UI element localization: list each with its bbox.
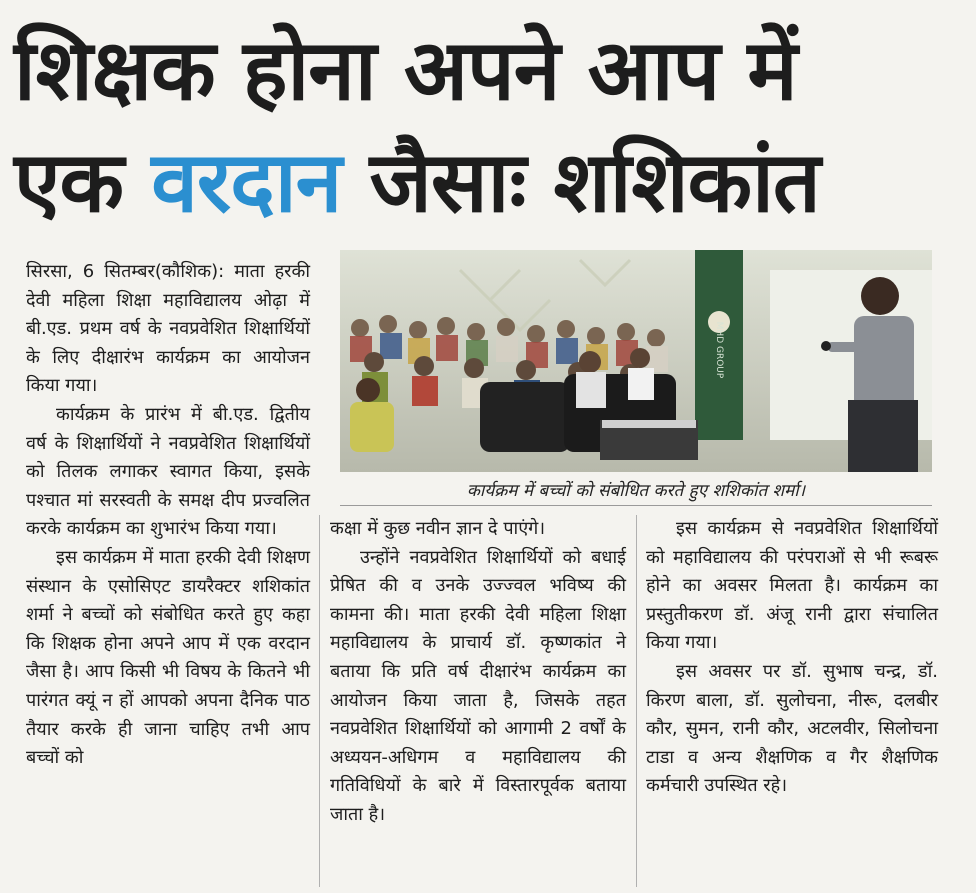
- headline-line-2-start: एक: [14, 133, 152, 231]
- headline-line-1: शिक्षक होना अपने आप में: [14, 21, 797, 119]
- paragraph: इस कार्यक्रम में माता हरकी देवी शिक्षण संस्थान के एसोसिएट डायरैक्टर शशिकांत शर्मा ने बच्चों को संबोधित करते हुए कहा कि शिक्षक होना अपने आप में एक वरदान जैसा है। आप किसी भी विषय के कितने भी पारंगत क्यूं न हों आपको अपना दैनिक पाठ तैयार करके ही जाना चाहिए तभी आप बच्चों को: [26, 546, 310, 769]
- paragraph: इस अवसर पर डॉ. सुभाष चन्द्र, डॉ. किरण बाला, डॉ. सुलोचना, नीरू, दलबीर कौर, सुमन, रानी कौर, अटलवीर, सिलोचना टाडा व अन्य शैक्षणिक व गैर शैक्षणिक कर्मचारी उपस्थित रहे।: [646, 660, 938, 797]
- headline-highlight-word: वरदान: [151, 133, 342, 231]
- column-divider: [319, 515, 320, 887]
- banner-text: MHD GROUP: [714, 321, 724, 379]
- photo-caption: कार्यक्रम में बच्चों को संबोधित करते हुए शशिकांत शर्मा।: [340, 478, 932, 506]
- paragraph: उन्होंने नवप्रवेशित शिक्षार्थियों को बधाई प्रेषित की व उनके उज्ज्वल भविष्य की कामना की। माता हरकी देवी महिला शिक्षा महाविद्यालय के प्राचार्य डॉ. कृष्णकांत ने बताया कि प्रति वर्ष दीक्षारंभ कार्यक्रम का आयोजन किया जाता है, जिसके तहत नवप्रवेशित शिक्षार्थियों को आगामी 2 वर्षों के अध्ययन-अधिगम व महाविद्यालय की गतिविधियों के बारे में विस्तारपूर्वक बताया जाता है।: [330, 546, 626, 825]
- article-column-3: [646, 515, 938, 801]
- paragraph: कक्षा में कुछ नवीन ज्ञान दे पाएंगे।: [330, 518, 546, 539]
- dateline: सिरसा, 6 सितम्बर(कौशिक):: [26, 261, 225, 282]
- event-photo: [340, 250, 932, 472]
- paragraph: इस कार्यक्रम से नवप्रवेशित शिक्षार्थियों को महाविद्यालय की परंपराओं से भी रूबरू होने का अवसर मिलता है। कार्यक्रम का प्रस्तुतीकरण डॉ. अंजू रानी द्वारा संचालित किया गया।: [646, 518, 938, 654]
- headline-line-2-end: जैसाः शशिकांत: [341, 133, 820, 231]
- event-photo-illustration: [340, 250, 932, 472]
- article-column-1: [26, 258, 310, 773]
- headline: [14, 14, 964, 238]
- column-divider: [636, 515, 637, 887]
- article-column-2: [330, 515, 626, 830]
- headline-line-2: [14, 126, 964, 238]
- paragraph: माता हरकी देवी महिला शिक्षा महाविद्यालय ओढ़ा में बी.एड. प्रथम वर्ष के नवप्रवेशित शिक्षार्थियों के लिए दीक्षारंभ कार्यक्रम का आयोजन किया गया।: [26, 261, 310, 397]
- paragraph: कार्यक्रम के प्रारंभ में बी.एड. द्वितीय वर्ष के शिक्षार्थियों ने नवप्रवेशित शिक्षार्थियों को तिलक लगाकर स्वागत किया, इसके पश्चात मां सरस्वती के समक्ष दीप प्रज्वलित करके कार्यक्रम का शुभारंभ किया गया।: [26, 403, 310, 540]
